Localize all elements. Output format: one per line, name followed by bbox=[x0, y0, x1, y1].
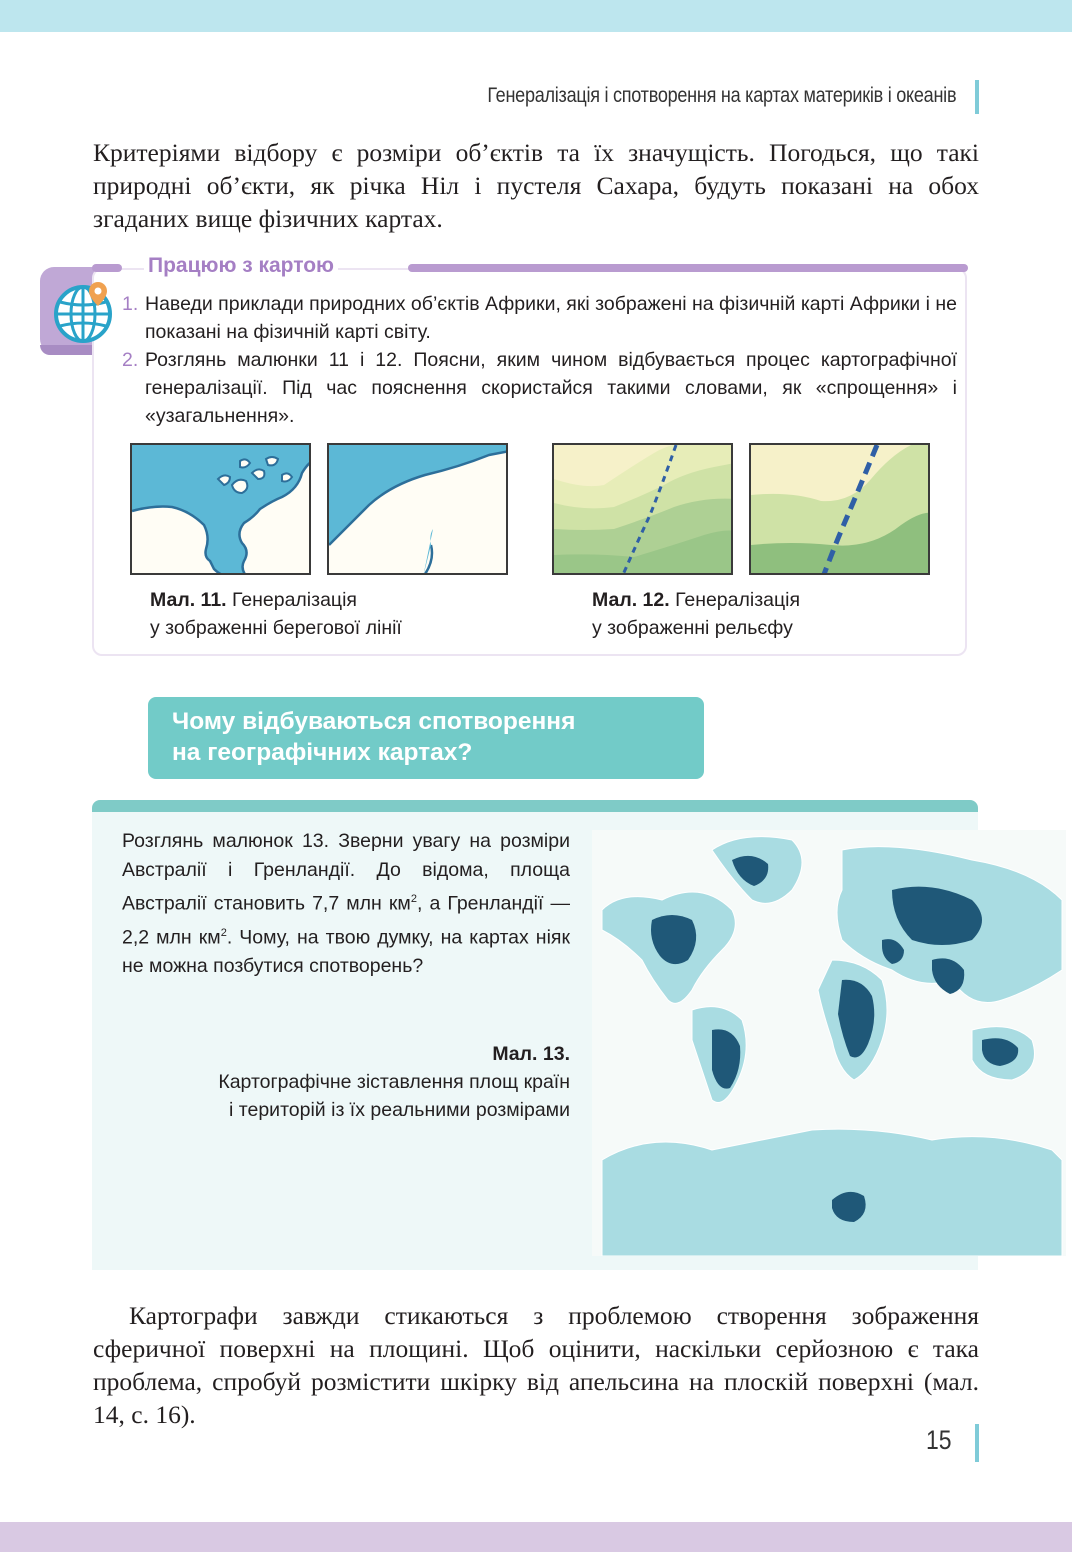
map-text-part2: , а Гренландії — 2,2 млн км bbox=[122, 892, 570, 948]
section-heading bbox=[148, 697, 704, 779]
relief-generalized-image bbox=[749, 443, 930, 575]
section-heading-line1: Чому відбуваються спотворення bbox=[172, 708, 576, 735]
task-number: 2. bbox=[122, 349, 139, 371]
running-title: Генералізація і спотворення на картах материків і океанів bbox=[487, 84, 956, 107]
world-map-comparison-image bbox=[592, 830, 1066, 1256]
figure-11-caption bbox=[150, 586, 402, 642]
coastline-generalized-image bbox=[327, 443, 508, 575]
figure-13-caption-line2: і територій із їх реальними розмірами bbox=[229, 1099, 570, 1121]
map-work-title-bar-left bbox=[92, 264, 122, 272]
figure-13-caption bbox=[110, 1040, 570, 1124]
figure-12-caption bbox=[592, 586, 800, 642]
map-work-task-list bbox=[122, 290, 957, 430]
superscript-2: 2 bbox=[410, 893, 417, 905]
map-work-title: Працюю з картою bbox=[144, 254, 338, 278]
globe-pin-icon bbox=[50, 280, 116, 346]
closing-paragraph: Картографи завжди стикаються з проблемою створення зображення сферичної поверхні на площині. Щоб оцінити, наскільки серйозною є така проблема, спробуй розмістити шкірку від апельсина на плоскій поверхні (мал. 14, с. 16). bbox=[93, 1301, 979, 1429]
map-work-title-bar bbox=[408, 264, 968, 272]
running-title-bar bbox=[975, 80, 979, 114]
page-number: 15 bbox=[926, 1425, 952, 1455]
map-text-part1: Розглянь малюнок 13. Зверни увагу на розміри Австралії і Гренландії. До відома, площа Австралії становить 7,7 млн км bbox=[122, 830, 570, 915]
task-text: Наведи приклади природних об’єктів Африки, які зображені на фізичній карті Африки і не показані на фізичній карті світу. bbox=[145, 293, 957, 343]
top-decorative-band bbox=[0, 0, 1072, 32]
task-item bbox=[122, 290, 957, 346]
superscript-2: 2 bbox=[220, 926, 227, 939]
bottom-decorative-band bbox=[0, 1522, 1072, 1552]
relief-detailed-image bbox=[552, 443, 733, 575]
map-text-part3: . Чому, на твою думку, на картах ніяк не можна позбутися спотворень? bbox=[122, 926, 570, 977]
task-text: Розглянь малюнки 11 і 12. Поясни, яким чином відбувається процес картографічної генералізації. Під час пояснення скористайся такими словами, як «спрощення» і «узагальнення». bbox=[145, 349, 957, 427]
figure-13-label: Мал. 13. bbox=[492, 1043, 570, 1065]
figure-12-label: Мал. 12. bbox=[592, 589, 670, 611]
map-work-tab-shadow bbox=[40, 345, 94, 355]
page-number-bar bbox=[975, 1424, 979, 1462]
figure-12-caption-line2: у зображенні рельєфу bbox=[592, 617, 793, 639]
figure-12-caption-line1: Генералізація bbox=[669, 589, 801, 611]
figure-11-caption-line1: Генералізація bbox=[226, 589, 357, 611]
figure-11-caption-line2: у зображенні берегової лінії bbox=[150, 617, 402, 639]
intro-paragraph: Критеріями відбору є розміри об’єктів та їх значущість. Погодься, що такі природні об’єкти, як річка Ніл і пустеля Сахара, будуть показані на обох згаданих вище фізичних картах. bbox=[93, 138, 979, 233]
task-number: 1. bbox=[122, 293, 139, 315]
coastline-detailed-image bbox=[130, 443, 311, 575]
task-item bbox=[122, 346, 957, 430]
map-comparison-text bbox=[122, 827, 570, 981]
figure-11-label: Мал. 11. bbox=[150, 589, 227, 611]
section-heading-line2: на географічних картах? bbox=[172, 739, 473, 766]
figure-13-caption-line1: Картографічне зіставлення площ країн bbox=[218, 1071, 570, 1093]
